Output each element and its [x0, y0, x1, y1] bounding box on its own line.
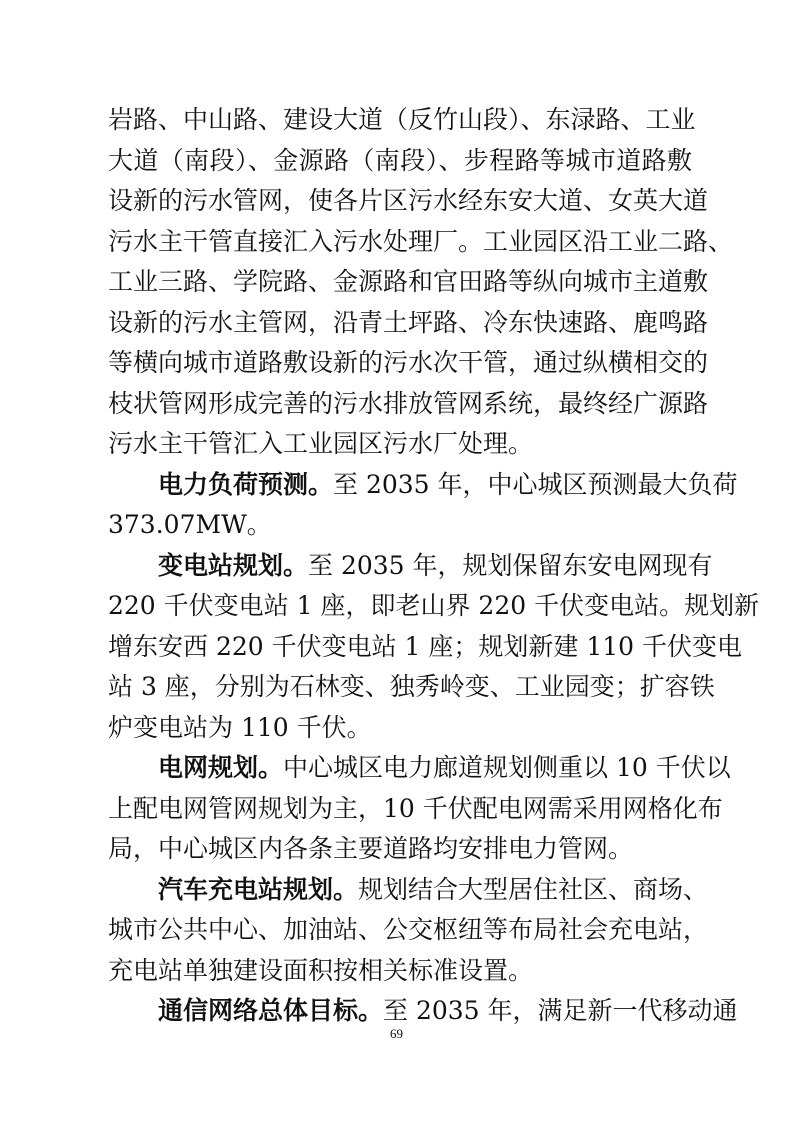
text-run: 至 2035 年，满足新一代移动通: [383, 996, 738, 1025]
text-line: 污水主干管直接汇入污水处理厂。工业园区沿工业二路、: [108, 226, 734, 256]
paragraph-substation-planning: [108, 546, 760, 749]
text-line: 大道（南段）、金源路（南段）、步程路等城市道路敷: [108, 145, 692, 175]
body-text: [108, 100, 760, 1032]
paragraph-heading: 电力负荷预测。: [158, 469, 334, 499]
text-line: [108, 465, 738, 506]
paragraph-heading: 变电站规划。: [158, 550, 309, 580]
text-line: 局，中心城区内各条主要道路均安排电力管网。: [108, 834, 634, 863]
text-line: 等横向城市道路敷设新的污水次干管，通过纵横相交的: [108, 348, 709, 377]
paragraph-sewer-network: [108, 100, 734, 465]
text-line: [108, 870, 709, 911]
text-line: 城市公共中心、加油站、公交枢纽等布局社会充电站，: [108, 915, 709, 944]
paragraph-power-load-forecast: [108, 465, 738, 546]
text-line: 充电站单独建设面积按相关标准设置。: [108, 955, 534, 985]
text-line: 增东安西 220 千伏变电站 1 座；规划新建 110 千伏变电: [108, 631, 743, 661]
text-line: 污水主干管汇入工业园区污水厂处理。: [108, 429, 534, 458]
paragraph-heading: 汽车充电站规划。: [158, 874, 359, 904]
paragraph-grid-planning: [108, 748, 731, 870]
text-line: 设新的污水管网，使各片区污水经东安大道、女英大道: [108, 186, 709, 215]
text-run: 中心城区电力廊道规划侧重以 10 千伏以: [283, 753, 731, 782]
text-line: 设新的污水主管网，沿青土坪路、冷东快速路、鹿鸣路: [108, 307, 709, 337]
paragraph-heading: 电网规划。: [158, 753, 284, 782]
text-run: 至 2035 年，规划保留东安电网现有: [308, 550, 713, 580]
page-number: 69: [390, 1026, 403, 1041]
text-run: 至 2035 年，中心城区预测最大负荷: [333, 469, 738, 499]
text-line: 工业三路、学院路、金源路和官田路等纵向城市主道敷: [108, 267, 709, 296]
text-line: 炉变电站为 110 千伏。: [108, 712, 372, 742]
text-line: [108, 748, 731, 789]
text-line: 220 千伏变电站 1 座，即老山界 220 千伏变电站。规划新: [108, 591, 760, 620]
paragraph-heading: 通信网络总体目标。: [158, 996, 384, 1025]
text-line: 373.07MW。: [108, 510, 272, 539]
paragraph-ev-charging-planning: [108, 870, 709, 992]
text-run: 规划结合大型居住社区、商场、: [358, 874, 709, 904]
text-line: 岩路、中山路、建设大道（反竹山段）、东渌路、工业: [108, 105, 696, 134]
text-line: [108, 546, 713, 587]
text-line: 上配电网管网规划为主，10 千伏配电网需采用网格化布: [108, 793, 723, 823]
text-line: 枝状管网形成完善的污水排放管网系统，最终经广源路: [108, 388, 709, 418]
text-line: 站 3 座，分别为石林变、独秀岭变、工业园变；扩容铁: [108, 672, 715, 701]
